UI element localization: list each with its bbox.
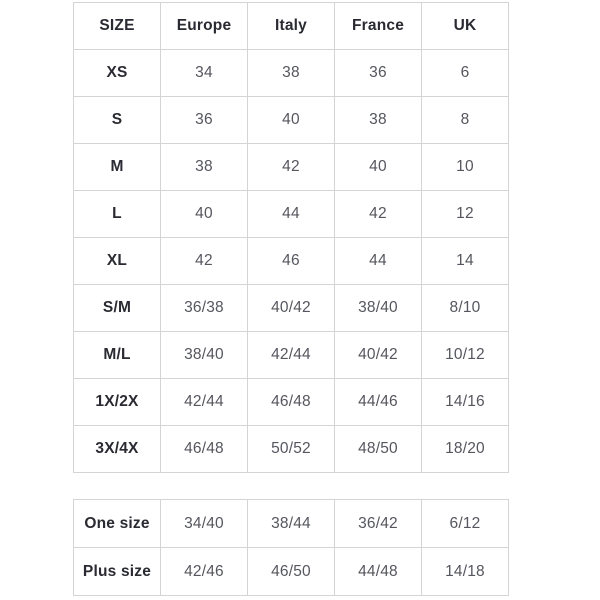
header-cell-italy: Italy [248, 3, 335, 50]
size-cell: 12 [422, 191, 509, 238]
size-cell: 44 [335, 238, 422, 285]
table-row [74, 50, 509, 97]
size-cell: 44 [248, 191, 335, 238]
size-cell: 34 [161, 50, 248, 97]
size-cell: 36 [161, 97, 248, 144]
table-row [74, 285, 509, 332]
table-row [74, 500, 509, 548]
size-cell: 40 [335, 144, 422, 191]
row-label: 3X/4X [74, 426, 161, 473]
size-cell: 8 [422, 97, 509, 144]
header-cell-europe: Europe [161, 3, 248, 50]
size-cell: 38 [335, 97, 422, 144]
size-cell: 40/42 [335, 332, 422, 379]
size-cell: 42/44 [161, 379, 248, 426]
size-cell: 6 [422, 50, 509, 97]
table-row [74, 548, 509, 596]
size-cell: 36/42 [335, 500, 422, 548]
size-cell: 10 [422, 144, 509, 191]
size-cell: 44/46 [335, 379, 422, 426]
row-label: L [74, 191, 161, 238]
header-cell-france: France [335, 3, 422, 50]
size-cell: 42/46 [161, 548, 248, 596]
size-cell: 36/38 [161, 285, 248, 332]
size-cell: 44/48 [335, 548, 422, 596]
size-cell: 46 [248, 238, 335, 285]
row-label: S [74, 97, 161, 144]
header-cell-uk: UK [422, 3, 509, 50]
size-cell: 10/12 [422, 332, 509, 379]
size-cell: 36 [335, 50, 422, 97]
size-cell: 40/42 [248, 285, 335, 332]
size-cell: 46/48 [248, 379, 335, 426]
header-cell-size: SIZE [74, 3, 161, 50]
size-cell: 34/40 [161, 500, 248, 548]
header-row [74, 3, 509, 50]
table-row [74, 97, 509, 144]
size-cell: 6/12 [422, 500, 509, 548]
size-conversion-table [73, 2, 509, 473]
size-cell: 38/40 [335, 285, 422, 332]
size-cell: 14/16 [422, 379, 509, 426]
size-cell: 42/44 [248, 332, 335, 379]
row-label-one-size: One size [74, 500, 161, 548]
row-label: M [74, 144, 161, 191]
row-label: S/M [74, 285, 161, 332]
size-cell: 46/48 [161, 426, 248, 473]
size-cell: 38 [161, 144, 248, 191]
table-row [74, 379, 509, 426]
size-cell: 42 [335, 191, 422, 238]
size-cell: 38/40 [161, 332, 248, 379]
row-label-plus-size: Plus size [74, 548, 161, 596]
size-cell: 42 [248, 144, 335, 191]
size-cell: 38 [248, 50, 335, 97]
size-cell: 42 [161, 238, 248, 285]
tables-container [73, 0, 509, 596]
size-cell: 50/52 [248, 426, 335, 473]
table-row [74, 426, 509, 473]
size-cell: 8/10 [422, 285, 509, 332]
row-label: 1X/2X [74, 379, 161, 426]
row-label: XL [74, 238, 161, 285]
table-row [74, 191, 509, 238]
table-row [74, 144, 509, 191]
table-row [74, 332, 509, 379]
size-cell: 14/18 [422, 548, 509, 596]
size-cell: 46/50 [248, 548, 335, 596]
table-row [74, 238, 509, 285]
size-cell: 18/20 [422, 426, 509, 473]
size-cell: 48/50 [335, 426, 422, 473]
size-cell: 14 [422, 238, 509, 285]
row-label: XS [74, 50, 161, 97]
size-cell: 38/44 [248, 500, 335, 548]
one-size-plus-size-table [73, 499, 509, 596]
row-label: M/L [74, 332, 161, 379]
size-cell: 40 [248, 97, 335, 144]
size-cell: 40 [161, 191, 248, 238]
